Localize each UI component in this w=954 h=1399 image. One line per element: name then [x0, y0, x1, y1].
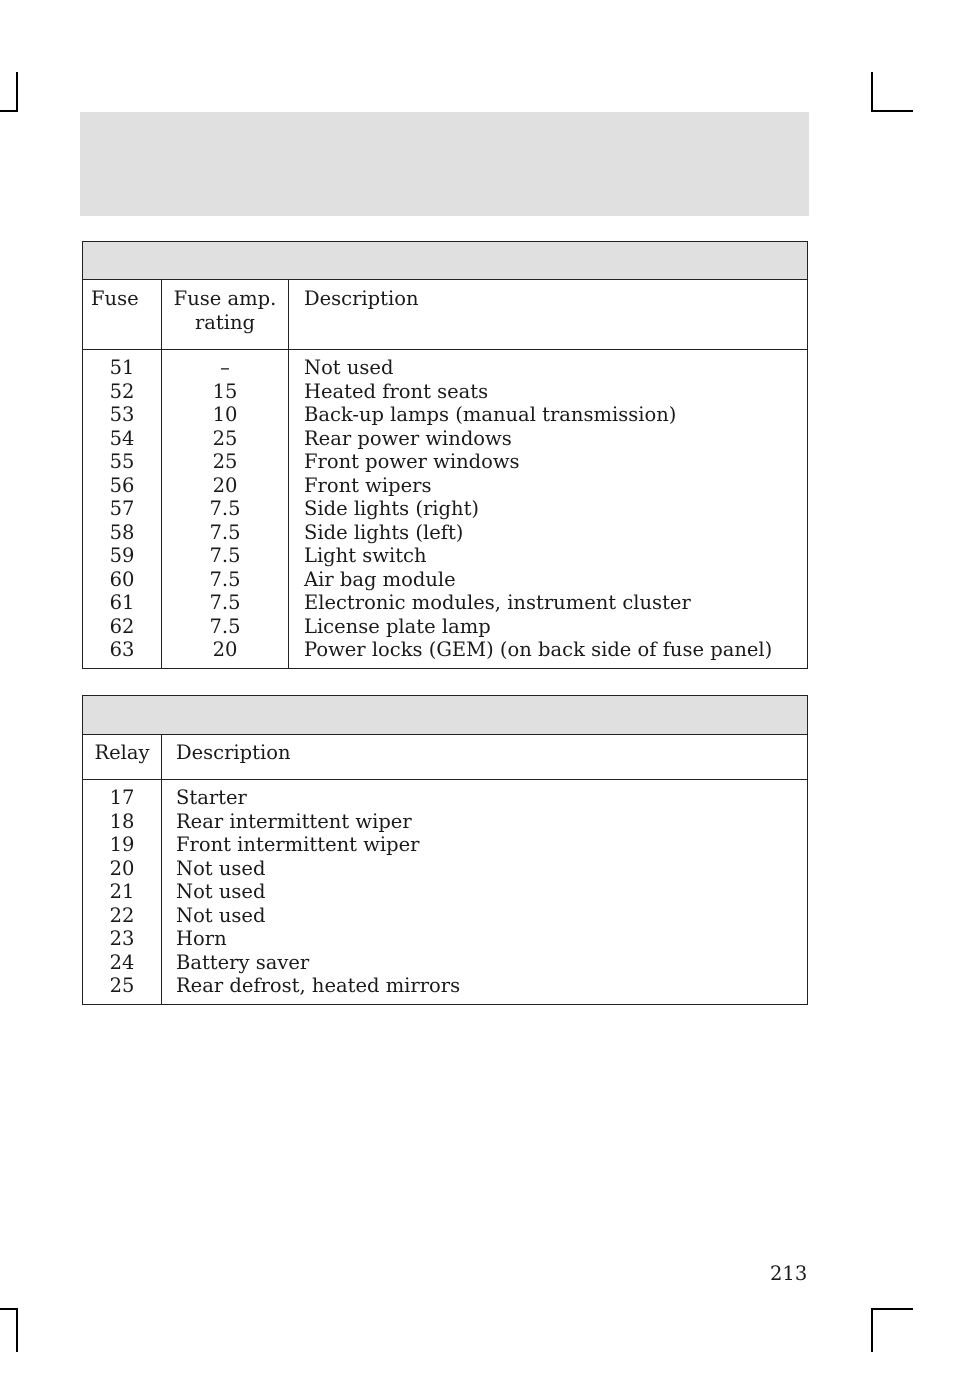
crop-mark-top-left	[0, 110, 18, 112]
fuse-rating: 7.5	[209, 544, 241, 567]
fuse-description: Rear power windows	[304, 426, 512, 450]
fuse-description: Side lights (left)	[304, 520, 464, 544]
fuse-description: Light switch	[304, 544, 427, 567]
fuse-number: 62	[109, 614, 135, 638]
relay-number: 22	[109, 903, 135, 927]
relay-table-header-row	[83, 735, 808, 780]
fuse-column-header: Fuse	[83, 280, 162, 350]
relay-description: Starter	[176, 786, 247, 809]
fuse-rating: 7.5	[209, 497, 241, 520]
page-number: 213	[770, 1262, 808, 1285]
relay-table-title-row	[83, 696, 808, 735]
fuse-number: 52	[109, 379, 135, 403]
fuse-description: Not used	[304, 356, 394, 379]
fuse-table-header-row	[83, 280, 808, 350]
fuse-table	[82, 241, 808, 669]
fuse-rating: 25	[212, 450, 238, 473]
fuse-rating: 20	[212, 638, 238, 661]
relay-column-header: Relay	[83, 735, 162, 780]
fuse-number: 61	[109, 591, 135, 614]
fuse-rating: 7.5	[209, 567, 241, 591]
relay-number: 24	[109, 950, 135, 974]
fuse-description: Power locks (GEM) (on back side of fuse panel)	[304, 638, 773, 661]
relay-number-column	[83, 780, 162, 1005]
crop-mark-bottom-right	[871, 1308, 873, 1352]
section-header-band	[80, 112, 809, 216]
relay-description: Not used	[176, 880, 266, 903]
relay-description: Not used	[176, 856, 266, 880]
fuse-number: 55	[109, 450, 135, 473]
relay-description-column-header: Description	[162, 735, 808, 780]
fuse-rating: 7.5	[209, 614, 241, 638]
fuse-description: License plate lamp	[304, 614, 491, 638]
fuse-description: Front power windows	[304, 450, 520, 473]
fuse-rating: 7.5	[209, 520, 241, 544]
crop-mark-top-right	[871, 72, 873, 112]
relay-number: 17	[109, 786, 135, 809]
fuse-rating: 15	[212, 379, 238, 403]
fuse-rating: 20	[212, 473, 238, 497]
relay-description: Battery saver	[176, 950, 310, 974]
relay-number: 20	[109, 856, 135, 880]
fuse-number: 60	[109, 567, 135, 591]
description-column-header: Description	[289, 280, 808, 350]
fuse-description: Back-up lamps (manual transmission)	[304, 403, 677, 426]
relay-number: 18	[109, 809, 135, 833]
fuse-number: 51	[109, 356, 135, 379]
fuse-number: 56	[109, 473, 135, 497]
fuse-table-body-row	[83, 350, 808, 669]
fuse-rating: 7.5	[209, 591, 241, 614]
fuse-number: 53	[109, 403, 135, 426]
crop-mark-bottom-left	[16, 1308, 18, 1352]
relay-description: Front intermittent wiper	[176, 833, 420, 856]
relay-description: Horn	[176, 927, 227, 950]
relay-number: 25	[109, 974, 135, 997]
relay-table-body-row	[83, 780, 808, 1005]
fuse-description: Heated front seats	[304, 379, 489, 403]
fuse-number: 58	[109, 520, 135, 544]
rating-column-header: Fuse amp. rating	[162, 280, 289, 350]
relay-description: Rear defrost, heated mirrors	[176, 974, 461, 997]
fuse-description-column	[289, 350, 808, 669]
relay-number: 23	[109, 927, 135, 950]
fuse-number: 57	[109, 497, 135, 520]
fuse-number-column	[83, 350, 162, 669]
fuse-rating-column	[162, 350, 289, 669]
fuse-rating: –	[220, 356, 230, 379]
fuse-description: Front wipers	[304, 473, 432, 497]
relay-number: 21	[109, 880, 135, 903]
relay-number: 19	[109, 833, 135, 856]
fuse-description: Air bag module	[304, 567, 456, 591]
fuse-number: 59	[109, 544, 135, 567]
relay-description-column	[162, 780, 808, 1005]
crop-mark-top-right	[871, 110, 913, 112]
fuse-number: 63	[109, 638, 135, 661]
relay-table	[82, 695, 808, 1005]
crop-mark-bottom-right	[871, 1308, 913, 1310]
fuse-rating: 25	[212, 426, 238, 450]
fuse-description: Electronic modules, instrument cluster	[304, 591, 691, 614]
crop-mark-top-left	[16, 72, 18, 112]
fuse-description: Side lights (right)	[304, 497, 480, 520]
fuse-table-title-row	[83, 242, 808, 280]
fuse-rating: 10	[212, 403, 238, 426]
relay-description: Not used	[176, 903, 266, 927]
fuse-number: 54	[109, 426, 135, 450]
relay-description: Rear intermittent wiper	[176, 809, 412, 833]
